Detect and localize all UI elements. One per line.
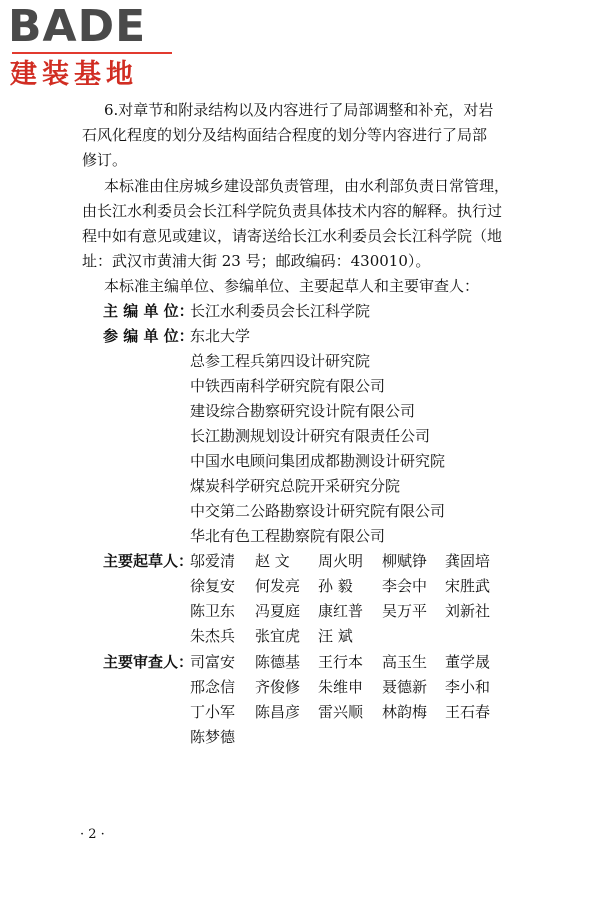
logo-subtitle: 建装基地 xyxy=(10,59,138,90)
drafter-name: 邬爱清 xyxy=(190,552,236,570)
reviewer-name: 李小和 xyxy=(445,678,491,696)
reviewer-name: 雷兴顺 xyxy=(318,703,364,721)
participating-unit: 华北有色工程勘察院有限公司 xyxy=(190,527,386,545)
mgmt-line-3: 程中如有意见或建议，请寄送给长江水利委员会长江科学院（地 xyxy=(82,227,503,245)
participating-unit: 中铁西南科学研究院有限公司 xyxy=(190,377,386,395)
drafter-name: 徐复安 xyxy=(190,577,236,595)
reviewer-name: 王石春 xyxy=(445,703,491,721)
reviewer-name: 董学晟 xyxy=(445,653,491,671)
reviewer-name: 陈德基 xyxy=(255,653,301,671)
reviewers-label: 主要审查人： xyxy=(103,653,194,671)
drafter-name: 柳赋铮 xyxy=(382,552,428,570)
units-intro: 本标准主编单位、参编单位、主要起草人和主要审查人： xyxy=(104,277,480,295)
logo-brand: BADE xyxy=(8,1,147,52)
drafter-name: 汪 斌 xyxy=(318,627,353,645)
drafters-label: 主要起草人： xyxy=(103,552,194,570)
participating-unit: 中交第二公路勘察设计研究院有限公司 xyxy=(190,502,446,520)
drafter-name: 陈卫东 xyxy=(190,602,236,620)
item6-line-1: 6.对章节和附录结构以及内容进行了局部调整和补充，对岩 xyxy=(104,101,494,119)
participating-unit: 建设综合勘察研究设计院有限公司 xyxy=(190,402,416,420)
mgmt-line-2: 由长江水利委员会长江科学院负责具体技术内容的解释。执行过 xyxy=(82,202,503,220)
participating-units-label: 参 编 单 位： xyxy=(103,327,194,345)
drafter-name: 宋胜武 xyxy=(445,577,491,595)
reviewer-name: 林韵梅 xyxy=(382,703,428,721)
drafter-name: 冯夏庭 xyxy=(255,602,301,620)
drafter-name: 何发亮 xyxy=(255,577,301,595)
drafter-name: 赵 文 xyxy=(255,552,290,570)
item6-line-3: 修订。 xyxy=(82,151,128,169)
reviewer-name: 丁小军 xyxy=(190,703,236,721)
item6-line-2: 石风化程度的划分及结构面结合程度的划分等内容进行了局部 xyxy=(82,126,488,144)
drafter-name: 刘新社 xyxy=(445,602,491,620)
reviewer-name: 陈昌彦 xyxy=(255,703,301,721)
participating-unit: 长江勘测规划设计研究有限责任公司 xyxy=(190,427,431,445)
reviewer-name: 齐俊修 xyxy=(255,678,301,696)
participating-unit: 总参工程兵第四设计研究院 xyxy=(190,352,371,370)
reviewer-name: 司富安 xyxy=(190,653,236,671)
participating-unit: 煤炭科学研究总院开采研究分院 xyxy=(190,477,401,495)
drafter-name: 龚固培 xyxy=(445,552,491,570)
chief-unit-name: 长江水利委员会长江科学院 xyxy=(190,302,371,320)
reviewer-name: 王行本 xyxy=(318,653,364,671)
reviewer-name: 邢念信 xyxy=(190,678,236,696)
mgmt-line-4: 址：武汉市黄浦大街 23 号；邮政编码：430010）。 xyxy=(82,252,431,270)
drafter-name: 康红普 xyxy=(318,602,364,620)
logo xyxy=(8,1,178,92)
drafter-name: 周火明 xyxy=(318,552,364,570)
drafter-name: 张宜虎 xyxy=(255,627,301,645)
page-number: · 2 · xyxy=(80,827,105,842)
reviewer-name: 朱维申 xyxy=(318,678,364,696)
participating-unit: 东北大学 xyxy=(190,327,251,345)
drafter-name: 李会中 xyxy=(382,577,428,595)
reviewer-name: 陈梦德 xyxy=(190,728,236,746)
reviewer-name: 聂德新 xyxy=(382,678,428,696)
drafter-name: 孙 毅 xyxy=(318,577,353,595)
chief-unit-label: 主 编 单 位： xyxy=(103,302,194,320)
drafter-name: 朱杰兵 xyxy=(190,627,236,645)
logo-divider xyxy=(12,52,172,54)
reviewer-name: 高玉生 xyxy=(382,653,428,671)
mgmt-line-1: 本标准由住房城乡建设部负责管理，由水利部负责日常管理， xyxy=(104,177,510,195)
drafter-name: 吴万平 xyxy=(382,602,428,620)
participating-unit: 中国水电顾问集团成都勘测设计研究院 xyxy=(190,452,446,470)
